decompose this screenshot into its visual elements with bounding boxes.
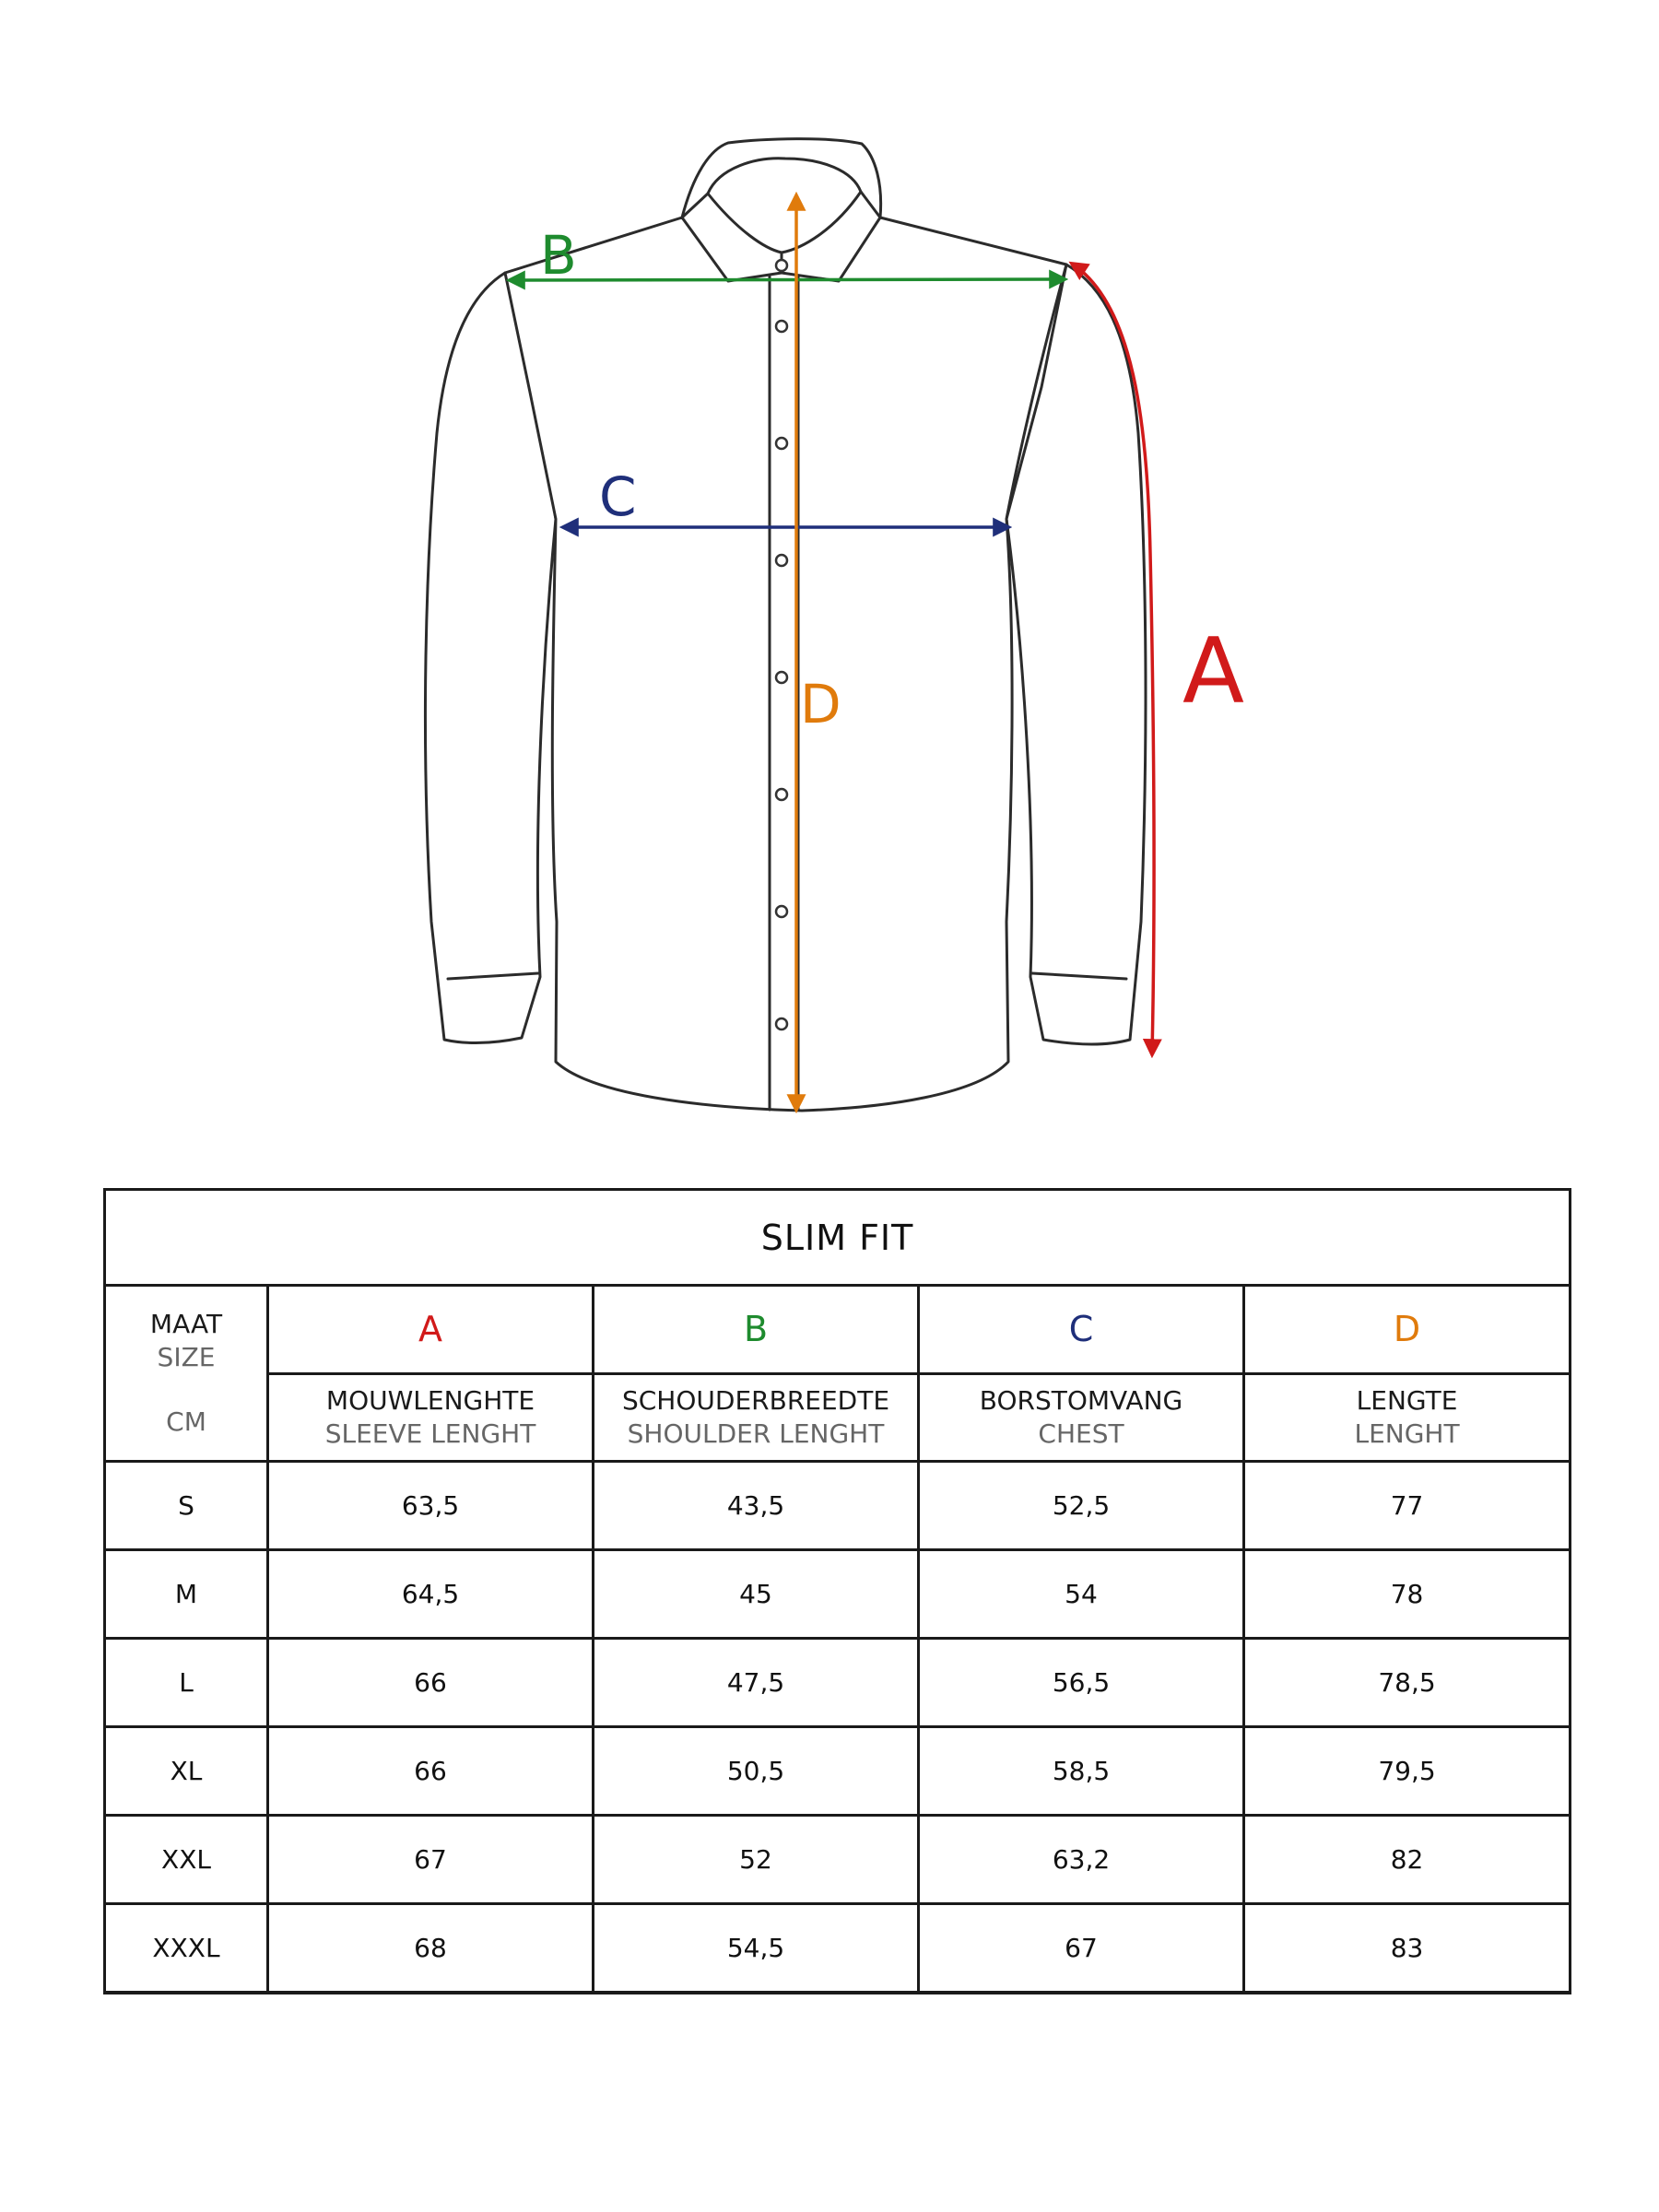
column-header-chest (919, 1373, 1244, 1462)
button (776, 438, 787, 449)
button (776, 789, 787, 800)
value-cell: 78 (1244, 1550, 1571, 1639)
value-cell: 54 (919, 1550, 1244, 1639)
button (776, 260, 787, 271)
column-label-en: CHEST (1038, 1418, 1124, 1449)
value-cell: 68 (268, 1904, 594, 1994)
column-header-shoulder (594, 1373, 919, 1462)
size-cell: XXL (105, 1816, 268, 1904)
column-header-sleeve (268, 1373, 594, 1462)
column-label-en: SLEEVE LENGHT (324, 1418, 536, 1449)
value-cell: 50,5 (594, 1727, 919, 1816)
value-cell: 67 (919, 1904, 1244, 1994)
value-cell: 66 (268, 1639, 594, 1727)
shirt-body (505, 218, 1066, 1111)
arrow-b-shoulder (510, 279, 1065, 280)
table-row (105, 1639, 1571, 1727)
column-label-nl: MOUWLENGHTE (325, 1384, 535, 1416)
value-cell: 67 (268, 1816, 594, 1904)
value-cell: 63,5 (268, 1462, 594, 1550)
maat-label: MAAT (149, 1309, 223, 1339)
value-cell: 47,5 (594, 1639, 919, 1727)
column-label-nl: BORSTOMVANG (979, 1384, 1183, 1416)
column-label-en: LENGHT (1354, 1418, 1460, 1449)
value-cell: 78,5 (1244, 1639, 1571, 1727)
size-cell: S (105, 1462, 268, 1550)
column-label-en: SHOULDER LENGHT (627, 1418, 885, 1449)
letter-d-label: D (800, 673, 841, 735)
value-cell: 52,5 (919, 1462, 1244, 1550)
size-cell: XL (105, 1727, 268, 1816)
letter-b-label: B (540, 224, 577, 287)
table-row (105, 1904, 1571, 1994)
column-letter-d: D (1244, 1286, 1571, 1374)
button (776, 1018, 787, 1030)
value-cell: 64,5 (268, 1550, 594, 1639)
value-cell: 83 (1244, 1904, 1571, 1994)
value-cell: 56,5 (919, 1639, 1244, 1727)
button (776, 321, 787, 332)
value-cell: 66 (268, 1727, 594, 1816)
value-cell: 54,5 (594, 1904, 919, 1994)
value-cell: 82 (1244, 1816, 1571, 1904)
size-label: SIZE (157, 1342, 216, 1372)
size-column-header (105, 1286, 268, 1462)
table-row (105, 1550, 1571, 1639)
cm-label: CM (166, 1406, 206, 1437)
size-cell: XXXL (105, 1904, 268, 1994)
value-cell: 52 (594, 1816, 919, 1904)
column-letter-a: A (268, 1286, 594, 1374)
letter-c-label: C (599, 465, 637, 528)
value-cell: 79,5 (1244, 1727, 1571, 1816)
value-cell: 77 (1244, 1462, 1571, 1550)
column-label-nl: LENGTE (1356, 1384, 1458, 1416)
size-chart-table (103, 1188, 1571, 1994)
table-row (105, 1462, 1571, 1550)
value-cell: 58,5 (919, 1727, 1244, 1816)
size-cell: M (105, 1550, 268, 1639)
column-letter-c: C (919, 1286, 1244, 1374)
table-row (105, 1727, 1571, 1816)
table-row (105, 1816, 1571, 1904)
letter-a-label: A (1182, 619, 1245, 724)
button (776, 672, 787, 683)
button (776, 906, 787, 917)
table-title: SLIM FIT (105, 1190, 1571, 1286)
size-cell: L (105, 1639, 268, 1727)
value-cell: 43,5 (594, 1462, 919, 1550)
value-cell: 63,2 (919, 1816, 1244, 1904)
column-letter-b: B (594, 1286, 919, 1374)
column-label-nl: SCHOUDERBREEDTE (621, 1384, 890, 1416)
column-header-length (1244, 1373, 1571, 1462)
value-cell: 45 (594, 1550, 919, 1639)
button (776, 555, 787, 566)
